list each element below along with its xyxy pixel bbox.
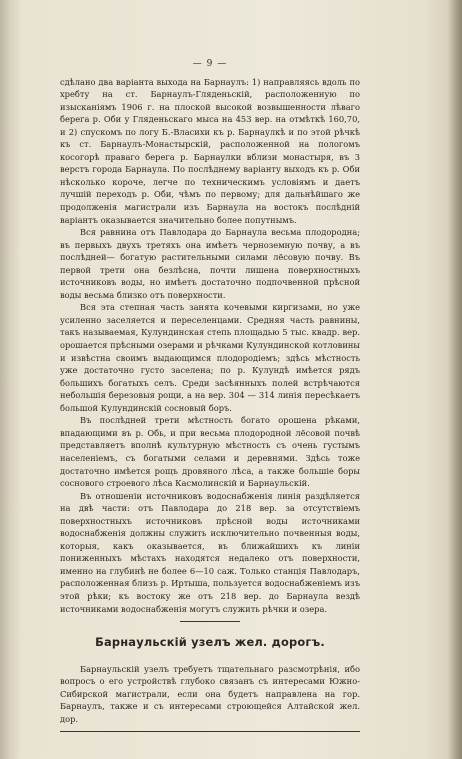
paragraph-4: Въ послѣдней трети мѣстность богато орошена рѣками, впадающими въ р. Обь, и при весьма плодородной лёсовой почвѣ представляетъ вполнѣ культурную мѣстность съ очень густымъ населеніемъ, съ богатыми селами и деревнями. Здѣсь тоже достаточно имѣется рощъ дровяного лѣса, а также большіе боры соснового строевого лѣса Касмолинскій и Барнаульскій. <box>60 415 360 489</box>
book-edge <box>448 0 462 759</box>
paragraph-2: Вся равнина отъ Павлодара до Барнаула весьма плодородна; въ первыхъ двухъ третяхъ она имѣетъ черноземную почву, а въ послѣдней— богатую растительными силами лёсовую почву. Въ первой трети она безлѣсна, почти лишена поверхностныхъ источниковъ воды, но имѣетъ достаточно подпочвенной прѣсной воды весьма близко отъ поверхности. <box>60 227 360 300</box>
paragraph-5: Въ отношеніи источниковъ водоснабженія линія раздѣляется на двѣ части: отъ Павлодара до 218 вер. за отсутствіемъ поверхностныхъ источниковъ прѣсной воды источниками водоснабженія должны служить исключительно почвенныя воды, которыя, какъ оказывается, въ ближайшихъ къ линіи пониженныхъ мѣстахъ находятся недалеко отъ поверхности, именно на глубинѣ не более 6—10 саж. Только станція Павлодаръ, расположенная близъ р. Иртыша, пользуется водоснабженіемъ изъ этой рѣки; къ востоку же отъ 218 вер. до Барнаула вездѣ источниками водоснабженія могутъ служить рѣчки и озера. <box>60 490 360 614</box>
page-body <box>60 58 360 732</box>
section-paragraph: Барнаульскій узелъ требуетъ тщательнаго разсмотрѣнія, ибо вопросъ о его устройствѣ глубоко связанъ съ интересами Южно-Сибирской магистрали, если она будетъ направлена на гор. Барнаулъ, также и съ интересами строющейся Алтайской жел. дор. <box>60 663 360 724</box>
paragraph-3: Вся эта степная часть занята кочевыми киргизами, но уже усиленно заселяется и переселенцами. Средняя часть равнины, такъ называемая, Кулундинская степь площадью 5 тыс. квадр. вер. орошается прѣсными озерами и рѣчками Кулундинской котловины и извѣстна своимъ выдающимся плодородіемъ; здѣсь мѣстность уже достаточно густо заселена; по р. Кулундѣ имѣется рядъ большихъ богатыхъ селъ. Среди засѣянныхъ полей встрѣчаются небольшія березовыя рощи, а на вер. 304 — 314 линія пересѣкаетъ большой Кулундинскій сосновый боръ. <box>60 302 360 413</box>
section-title: Барнаульскій узелъ жел. дорогъ. <box>95 635 325 650</box>
section-divider <box>180 621 240 622</box>
paragraph-1: сдѣлано два варіанта выхода на Барнаулъ: 1) направляясь вдоль по хребту на ст. Барнаулъ-Гляденьскій, расположенную по изысканіямъ 1906 г. на плоской высокой возвышенности лѣваго берега р. Оби у Гляденьскаго мыса на 453 вер. на отмѣткѣ 160,70, и 2) спускомъ по логу Б.-Власихи къ р. Барнаулкѣ и по этой рѣчкѣ къ ст. Барнаулъ-Монастырскій, расположенной на пологомъ косогорѣ праваго берега р. Барнаулки вблизи монастыря, въ 3 верстъ города Барнаула. По послѣднему варіанту выходъ къ р. Оби нѣсколько короче, легче по техническимъ условіямъ и даетъ лучшій переходъ р. Оби, чѣмъ по первому; для дальнѣйшаго же продолженія магистрали изъ Барнаула на востокъ послѣдній варіантъ оказывается значительно более попутнымъ. <box>60 76 360 225</box>
page-number: — 9 — <box>192 59 228 69</box>
bottom-rule <box>60 731 360 732</box>
